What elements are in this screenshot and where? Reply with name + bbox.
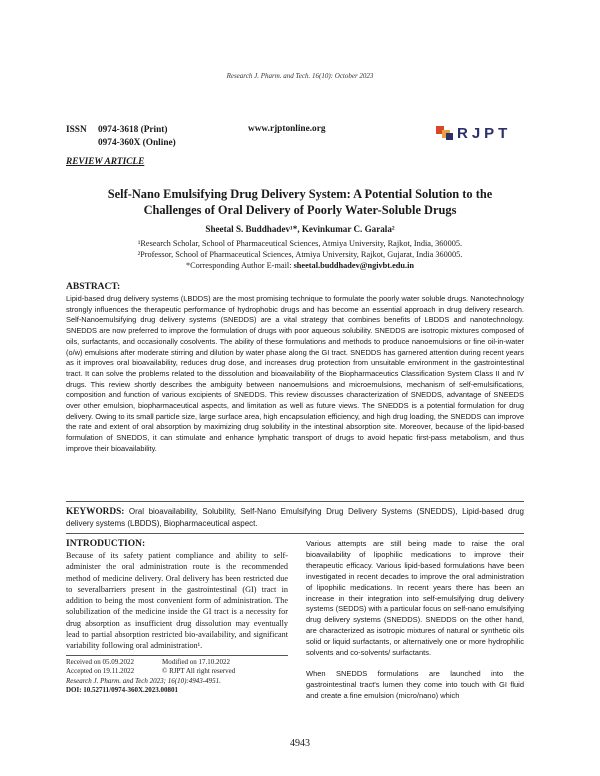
affiliation-1: ¹Research Scholar, School of Pharmaceutical Sciences, Atmiya University, Rajkot, India, 360005. xyxy=(137,239,463,248)
title-line-2: Challenges of Oral Delivery of Poorly Water-Soluble Drugs xyxy=(143,203,457,217)
issn-print: 0974-3618 (Print) xyxy=(98,125,168,135)
footnote-divider xyxy=(66,655,288,656)
keywords xyxy=(66,506,524,529)
intro-right-paragraph-2: When SNEDDS formulations are launched into the gastrointestinal tract's lumen they come into touch with GI fluid and create a fine emulsion (micro/nano) which xyxy=(306,668,524,700)
article-type: REVIEW ARTICLE xyxy=(66,157,145,167)
corresponding-author xyxy=(0,260,600,271)
corresponding-email[interactable]: sheetal.buddhadev@ngivbt.edu.in xyxy=(293,261,415,270)
intro-right-paragraph-1: Various attempts are still being made to raise the oral bioavailability of lipophilic medications to improve their therapeutic efficacy. Various lipid-based formulations have been investigated in recent decades to improve the oral administration of lipophilic medications. In recent years there has been an increase in their integration into self-emulsifying drug delivery systems (SEDDS) with a particular focus on self-nano emulsifying drug delivery systems (SNEDDS). SNEDDS on the other hand, are characterized as isotropic mixtures of natural or synthetic oils solid or liquid surfactants, or alternatively one or more hydrophilic solvents and co-solvents/ surfactants. xyxy=(306,539,524,658)
title-line-1: Self-Nano Emulsifying Drug Delivery System: A Potential Solution to the xyxy=(107,187,493,201)
journal-website-link[interactable]: www.rjptonline.org xyxy=(248,124,326,134)
citation: Research J. Pharm. and Tech 2023; 16(10):4943-4951. xyxy=(66,676,221,685)
logo-text: RJPT xyxy=(457,125,512,142)
modified-date: Modified on 17.10.2022 xyxy=(162,658,231,666)
keywords-text: Oral bioavailability, Solubility, Self-Nano Emulsifying Drug Delivery Systems (SNEDDS), Lipid-based drug delivery systems (LBDDS), Biopharmaceutical aspect. xyxy=(66,507,524,528)
corresponding-label: *Corresponding Author E-mail: xyxy=(185,261,294,270)
keywords-divider-top xyxy=(66,501,524,502)
keywords-divider-bottom xyxy=(66,533,524,534)
journal-running-header: Research J. Pharm. and Tech. 16(10): October 2023 xyxy=(226,72,374,80)
page-number: 4943 xyxy=(290,738,310,749)
received-date: Received on 05.09.2022 xyxy=(66,658,135,666)
accepted-date: Accepted on 19.11.2022 xyxy=(66,667,135,676)
article-title xyxy=(60,186,540,218)
issn-block xyxy=(66,124,176,150)
rights-notice: © RJPT All right reserved xyxy=(162,667,236,676)
introduction-heading: INTRODUCTION: xyxy=(66,539,146,549)
abstract-heading: ABSTRACT: xyxy=(66,282,121,292)
logo-mark-icon xyxy=(436,126,454,141)
introduction-left-column: Because of its safety patient compliance and ability to self-administer the oral administration route is the recommended method of medicine delivery. Oral delivery has been restricted due to severalbarriers present in the gastrointestinal (GI) tract in addition to being the most convenient form of administration. The solubilization of the medicine inside the GI tract is a necessity for drug absorption as insufficient drug dissolution may eventually lead to partial absorption restricted bio-availability, and significant variability following oral administration¹. xyxy=(66,551,288,651)
keywords-label: KEYWORDS: xyxy=(66,507,125,517)
introduction-right-column xyxy=(306,539,524,702)
affiliation-2: ²Professor, School of Pharmaceutical Sciences, Atmiya University, Rajkot, Gujarat, India 360005. xyxy=(137,250,463,259)
article-history-footnote xyxy=(66,658,296,695)
abstract-text: Lipid-based drug delivery systems (LBDDS) are the most promising technique to formulate the poorly water soluble drugs. Nanotechnology strongly influences the therapeutic performance of hydrophobic drugs and has become an essential approach in drug delivery research. Self-Nanoemulsifying drug delivery systems (SNEDDS) are a vital strategy that combines benefits of LBDDS and nanotechnology. SNEDDS are now preferred to improve the formulation of drugs with poor aqueous solubility. SNEDDS are isotropic mixtures composed of oils, surfactants, and occasionally cosolvents. The ability of these formulations and methods to produce nanoemulsions or fine oil-in-water (o/w) emulsions after moderate stirring and dilution by water phase along the GI tract. SNEDDS has garnered attention during recent years as it improves oral bioavailability, reduces drug dose, and increases drug protection from unsuitable environment in the gastrointestinal tract. It can solve the problems related to the dissolution and bioavailability of the Biopharmaceutics Classification System Class II and IV drugs. This review shortly describes the ambiguity between nanoemulsions and microemulsions, mechanism of self-emulsifications, composition and function of various excipients of SNEDDS. This review discusses characterization of SNEDDS, advantage of SNEEDS over other emulsion, biopharmaceutical aspects, and limitation as well as future views. The SNEDDS is a potential formulation for drug delivery. Owing to its small particle size, large surface area, high encapsulation efficiency, and high drug loading, the SNEDDS can improve the rate and extent of oral absorption by maximizing drug solubility in the intestinal absorption site. Moreover, because of the lipid-based formulation of SNEDDS, it can stimulate and enhance lymphatic transport of drugs to avoid hepatic first-pass metabolism, and thus improve their bioavailability. xyxy=(66,294,524,453)
issn-online: 0974-360X (Online) xyxy=(98,138,176,148)
authors: Sheetal S. Buddhadev¹*, Kevinkumar C. Garala² xyxy=(205,224,395,234)
doi[interactable]: DOI: 10.52711/0974-360X.2023.00801 xyxy=(66,685,178,694)
issn-label: ISSN xyxy=(66,125,87,135)
rjpt-logo xyxy=(436,125,546,142)
